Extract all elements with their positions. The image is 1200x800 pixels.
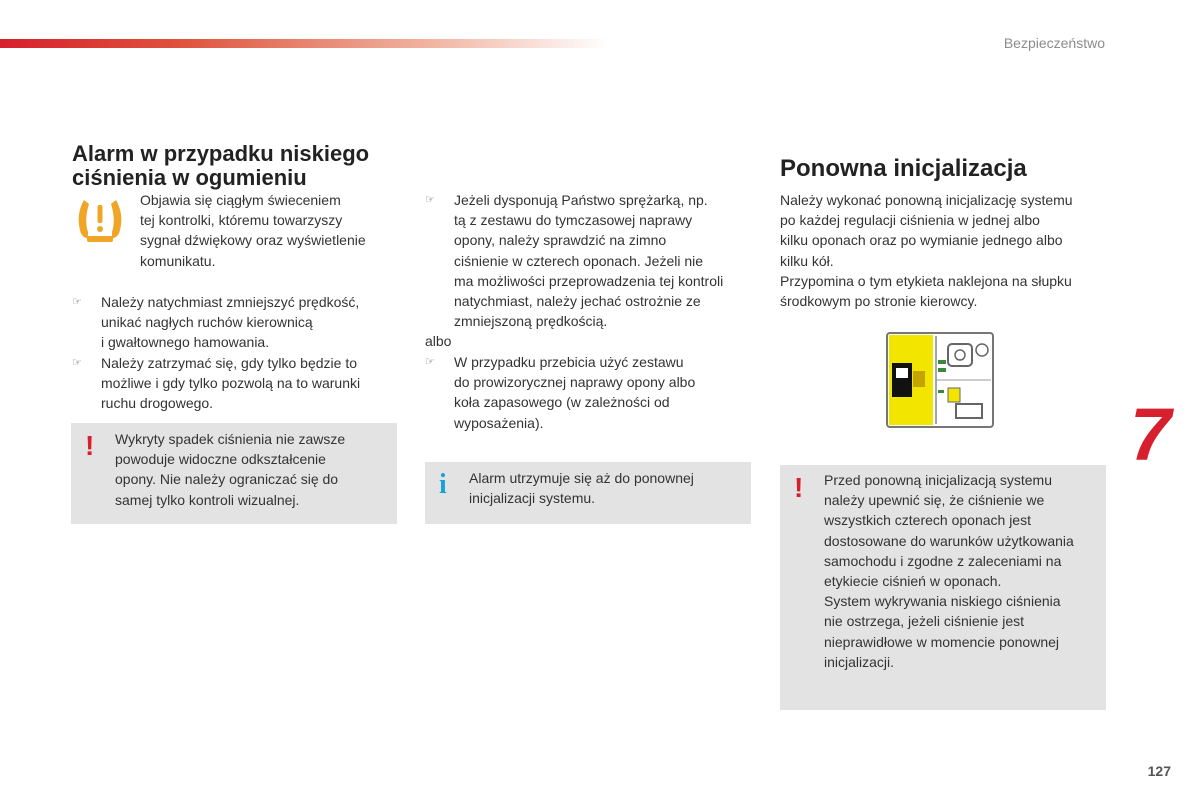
text-line: Przed ponowną inicjalizacją systemu bbox=[824, 472, 1052, 488]
text-line: Należy wykonać ponowną inicjalizację systemu bbox=[780, 192, 1073, 208]
text-line: Objawia się ciągłym świeceniem bbox=[140, 192, 341, 208]
text-line: możliwe i gdy tylko pozwolą na to warunki bbox=[101, 374, 361, 391]
text-line: kilku kół. bbox=[780, 252, 834, 269]
text-line: samej tylko kontroli wizualnej. bbox=[115, 491, 300, 508]
tire-pressure-warning-icon bbox=[74, 196, 126, 246]
header-accent-bar bbox=[0, 39, 610, 48]
low-pressure-intro bbox=[140, 190, 366, 271]
pointing-hand-icon: ☞ bbox=[72, 356, 82, 369]
list-item bbox=[425, 190, 723, 331]
heading-line: Alarm w przypadku niskiego bbox=[72, 141, 370, 166]
text-line: ciśnienie w czterech oponach. Jeżeli nie bbox=[454, 252, 704, 269]
info-note-text bbox=[469, 468, 694, 508]
low-pressure-actions bbox=[72, 292, 360, 413]
text-line: koła zapasowego (w zależności od bbox=[454, 394, 670, 411]
text-line: tą z zestawu do tymczasowej naprawy bbox=[454, 212, 693, 229]
text-line: komunikatu. bbox=[140, 252, 216, 269]
text-line: opony. Nie należy ograniczać się do bbox=[115, 471, 339, 488]
text-line: kilku oponach oraz po wymianie jednego albo bbox=[780, 232, 1063, 249]
text-line: natychmiast, należy jechać ostrożnie ze bbox=[454, 293, 701, 310]
text-line: etykiecie ciśnień w oponach. bbox=[824, 573, 1002, 590]
text-line: Wykryty spadek ciśnienia nie zawsze bbox=[115, 431, 346, 447]
warning-exclamation-icon: ! bbox=[794, 472, 804, 503]
compressor-instructions bbox=[425, 190, 723, 331]
text-line: System wykrywania niskiego ciśnienia bbox=[824, 593, 1061, 610]
warning-note-box bbox=[71, 423, 397, 524]
text-line: ruchu drogowego. bbox=[101, 395, 214, 412]
reinitialization-label-sticker bbox=[886, 332, 994, 428]
text-line: Należy natychmiast zmniejszyć prędkość, bbox=[101, 294, 360, 310]
text-line: wyposażenia). bbox=[454, 414, 544, 431]
heading-text: Ponowna inicjalizacja bbox=[780, 155, 1027, 182]
text-line: zmniejszoną prędkością. bbox=[454, 313, 608, 330]
text-line: powoduje widoczne odkształcenie bbox=[115, 451, 326, 468]
pointing-hand-icon: ☞ bbox=[425, 194, 435, 206]
reinitialization-warning-text bbox=[824, 470, 1074, 672]
reinitialization-body bbox=[780, 190, 1073, 311]
list-item bbox=[72, 292, 360, 353]
text-line: Jeżeli dysponują Państwo sprężarką, np. bbox=[454, 192, 708, 208]
text-line: wszystkich czterech oponach jest bbox=[824, 512, 1031, 529]
section-heading-low-pressure bbox=[72, 142, 369, 190]
list-item bbox=[72, 353, 360, 414]
chapter-number: 7 bbox=[1130, 393, 1172, 476]
text-line: Przypomina o tym etykieta naklejona na słupku bbox=[780, 272, 1072, 289]
text-line: po każdej regulacji ciśnienia w jednej albo bbox=[780, 212, 1040, 229]
warning-note-text bbox=[115, 429, 345, 510]
text-line: nieprawidłowe w momencie ponownej bbox=[824, 633, 1060, 650]
text-line: samochodu i zgodne z zaleceniami na bbox=[824, 552, 1062, 569]
warning-exclamation-icon: ! bbox=[85, 430, 95, 461]
text-line: i gwałtownego hamowania. bbox=[101, 334, 270, 351]
section-title: Bezpieczeństwo bbox=[1003, 35, 1105, 51]
text-line: dostosowane do warunków użytkowania bbox=[824, 532, 1074, 549]
text-line: sygnał dźwiękowy oraz wyświetlenie bbox=[140, 232, 366, 249]
text-line: Należy zatrzymać się, gdy tylko będzie to bbox=[101, 354, 357, 371]
section-heading-reinitialization bbox=[780, 157, 1027, 181]
list-item bbox=[425, 352, 695, 433]
text-line: należy upewnić się, że ciśnienie we bbox=[824, 492, 1045, 509]
page-number: 127 bbox=[1147, 763, 1171, 779]
puncture-instructions bbox=[425, 352, 695, 433]
text-line: tej kontrolki, któremu towarzyszy bbox=[140, 212, 343, 229]
text-line: ma możliwości przeprowadzenia tej kontroli bbox=[454, 272, 724, 289]
text-line: W przypadku przebicia użyć zestawu bbox=[454, 354, 684, 370]
text-line: inicjalizacji. bbox=[824, 653, 895, 670]
heading-line: ciśnienia w ogumieniu bbox=[72, 165, 307, 190]
text-line: Alarm utrzymuje się aż do ponownej bbox=[469, 470, 694, 486]
text-line: środkowym po stronie kierowcy. bbox=[780, 293, 978, 310]
info-note-box bbox=[425, 462, 751, 524]
reinitialization-warning-box bbox=[780, 465, 1106, 710]
text-line: opony, należy sprawdzić na zimno bbox=[454, 232, 667, 249]
text-line: unikać nagłych ruchów kierownicą bbox=[101, 314, 313, 331]
pointing-hand-icon: ☞ bbox=[425, 356, 435, 368]
pointing-hand-icon: ☞ bbox=[72, 296, 82, 308]
albo-label: albo bbox=[425, 333, 452, 349]
text-line: inicjalizacji systemu. bbox=[469, 490, 596, 507]
info-icon: i bbox=[439, 469, 447, 500]
text-line: do prowizorycznej naprawy opony albo bbox=[454, 374, 696, 391]
text-line: nie ostrzega, jeżeli ciśnienie jest bbox=[824, 613, 1024, 630]
